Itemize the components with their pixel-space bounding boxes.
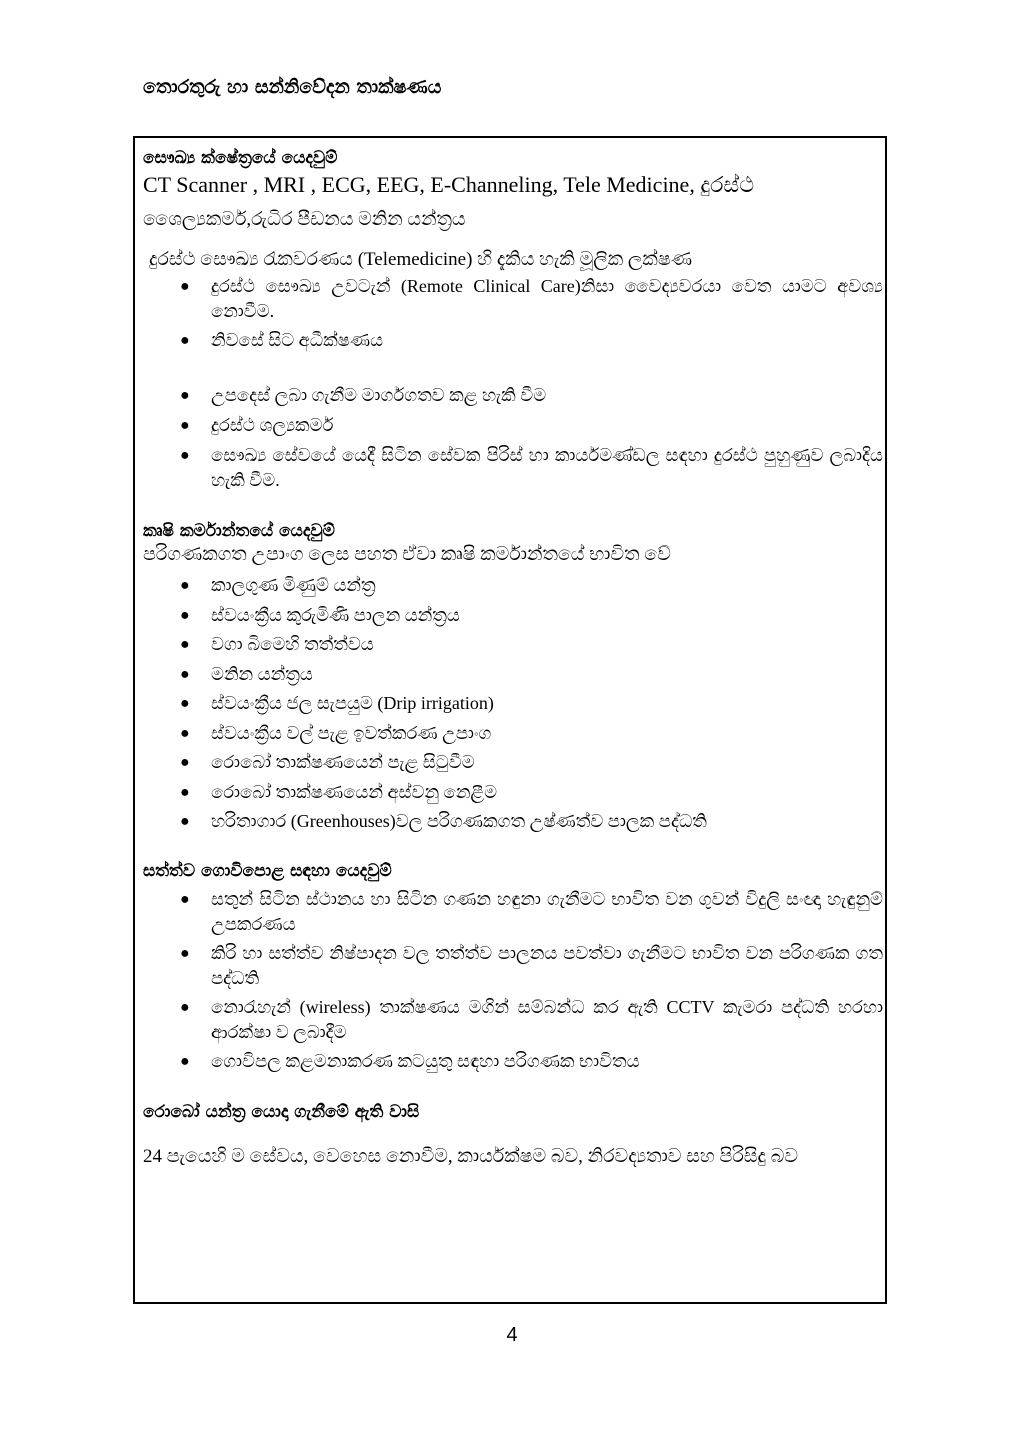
list-item: ● නිවසේ සිට අධීක්ෂණය <box>143 328 883 353</box>
agriculture-bullet-list <box>143 571 883 837</box>
list-item: ● වගා බිමෙහි තත්ත්වය <box>143 630 883 660</box>
content-area <box>143 146 883 1170</box>
list-item: ● සෞඛ්‍ය සේවයේ යෙදී සිටින සේවක පිරිස් හා කාර්යමණ්ඩල සඳහා දුරස්ථ පුහුණුව ලබාදිය හැකි වීම. <box>180 445 883 490</box>
agriculture-intro: පරිගණකගත උපාංග ලෙස පහත ඒවා කෘෂි කර්මාන්තයේ භාවිත වේ <box>143 544 671 565</box>
health-heading: සෞඛ්‍ය ක්ෂේත්‍රයේ යෙදවුම් <box>143 148 338 168</box>
bullet-icon: ● <box>180 813 190 830</box>
health-line-2: ශෛල්‍යකර්ම,රුධිර පීඩනය මනින යන්ත්‍රය <box>143 209 466 230</box>
health-line-1: CT Scanner , MRI , ECG, EEG, E-Channeling, Tele Medicine, දුරස්ථ <box>143 172 755 197</box>
bullet-icon: ● <box>180 417 190 434</box>
robots-section <box>143 1100 883 1170</box>
health-section <box>143 146 883 493</box>
bullet-icon: ● <box>180 577 190 594</box>
list-item: ● ගොවිපල කළමනාකරණ කටයුතු සඳහා පරිගණක භාවිතය <box>143 1049 883 1074</box>
bullet-icon: ● <box>180 387 190 404</box>
bullet-icon: ● <box>180 606 190 624</box>
telemedicine-intro: දුරස්ථ සෞඛ්‍ය රැකවරණය (Telemedicine) හි දැකිය හැකි මූලික ලක්ෂණ <box>149 249 693 270</box>
agriculture-section <box>143 519 883 837</box>
bullet-icon: ● <box>180 665 190 683</box>
list-item: ● හරිතාගාර (Greenhouses)වල පරිගණකගත උෂ්ණත්ව පාලක පද්ධති <box>143 807 883 837</box>
robots-heading: රොබෝ යන්ත්‍ර යොදා ගැනීමේ ඇති වාසි <box>143 1101 420 1122</box>
list-item: ● දුරස්ථ සෞඛ්‍ය උවටැන් (Remote Clinical Care)නිසා වෛද්‍යවරයා වෙත යාමට අවශ්‍ය නොවීම. <box>180 276 883 321</box>
bullet-icon: ● <box>180 1052 190 1070</box>
bullet-icon: ● <box>180 278 190 295</box>
page-number: 4 <box>506 1324 518 1346</box>
list-item: ● ස්වයංක්‍රීය ජල සැපයුම (Drip irrigation) <box>143 689 883 719</box>
list-item: ● රොබෝ තාක්ෂණයෙන් අස්වනු නෙළීම <box>143 778 883 808</box>
bullet-icon: ● <box>180 890 190 908</box>
page-header-title: තොරතුරු හා සන්නිවේදන තාක්ෂණය <box>143 76 442 98</box>
agriculture-heading: කෘෂි කර්මාන්තයේ යෙදවුම් <box>143 521 335 541</box>
livestock-heading: සත්ත්ව ගොවිපොළ සඳහා යෙදවුම් <box>143 860 392 881</box>
livestock-bullet-list <box>143 887 883 1074</box>
health-bullet-list <box>143 274 883 493</box>
bullet-icon: ● <box>180 754 190 771</box>
bullet-icon: ● <box>180 332 190 349</box>
list-item: ● රොබෝ තාක්ෂණයෙන් පැළ සිටුවීම <box>143 748 883 778</box>
list-item: ● ස්වයංක්‍රීය කුරුමිණි පාලන යන්ත්‍රය <box>143 601 883 631</box>
list-item: ● දුරස්ථ ශල්‍යකර්ම <box>143 413 883 438</box>
list-item: ● නොරැහැන් (wireless) තාක්ෂණය මගින් සම්බන්ධ කර ඇති CCTV කැමරා පද්ධති හරහා ආරක්ෂා ව ලබාදීම <box>180 996 883 1042</box>
bullet-icon: ● <box>180 695 190 712</box>
list-item: ● ස්වයංක්‍රීය වල් පැළ ඉවත්කරණ උපාංග <box>143 719 883 749</box>
list-item: ● උපදෙස් ලබා ගැනීම මාර්ගගතව කළ හැකි වීම <box>143 383 883 408</box>
bullet-icon: ● <box>180 724 190 742</box>
list-item: ● සතුන් සිටින ස්ථානය හා සිටින ගණන හඳුනා ගැනීමට භාවිත වන ගුවන් විදුලි සංඥා හැඳුනුම් උපකරණය <box>180 888 883 934</box>
livestock-section <box>143 859 883 1074</box>
bullet-icon: ● <box>180 447 190 464</box>
bullet-icon: ● <box>180 636 190 653</box>
list-item: ● කාලගුණ මිණුම් යන්ත්‍ර <box>143 571 883 601</box>
list-item: ● කිරි හා සත්ත්ව නිෂ්පාදන වල තත්ත්ව පාලනය පවත්වා ගැනීමට භාවිත වන පරිගණක ගත පද්ධති <box>180 942 883 988</box>
robots-advantages-text: 24 පැයෙහි ම සේවය, වෙහෙස නොවීම, කාර්යක්ෂම බව, නිරවද්‍යතාව සහ පිරිසිදු බව <box>143 1145 798 1167</box>
bullet-icon: ● <box>180 944 190 962</box>
list-item: ● මනින යන්ත්‍රය <box>143 660 883 690</box>
bullet-icon: ● <box>180 783 190 801</box>
bullet-icon: ● <box>180 998 190 1016</box>
